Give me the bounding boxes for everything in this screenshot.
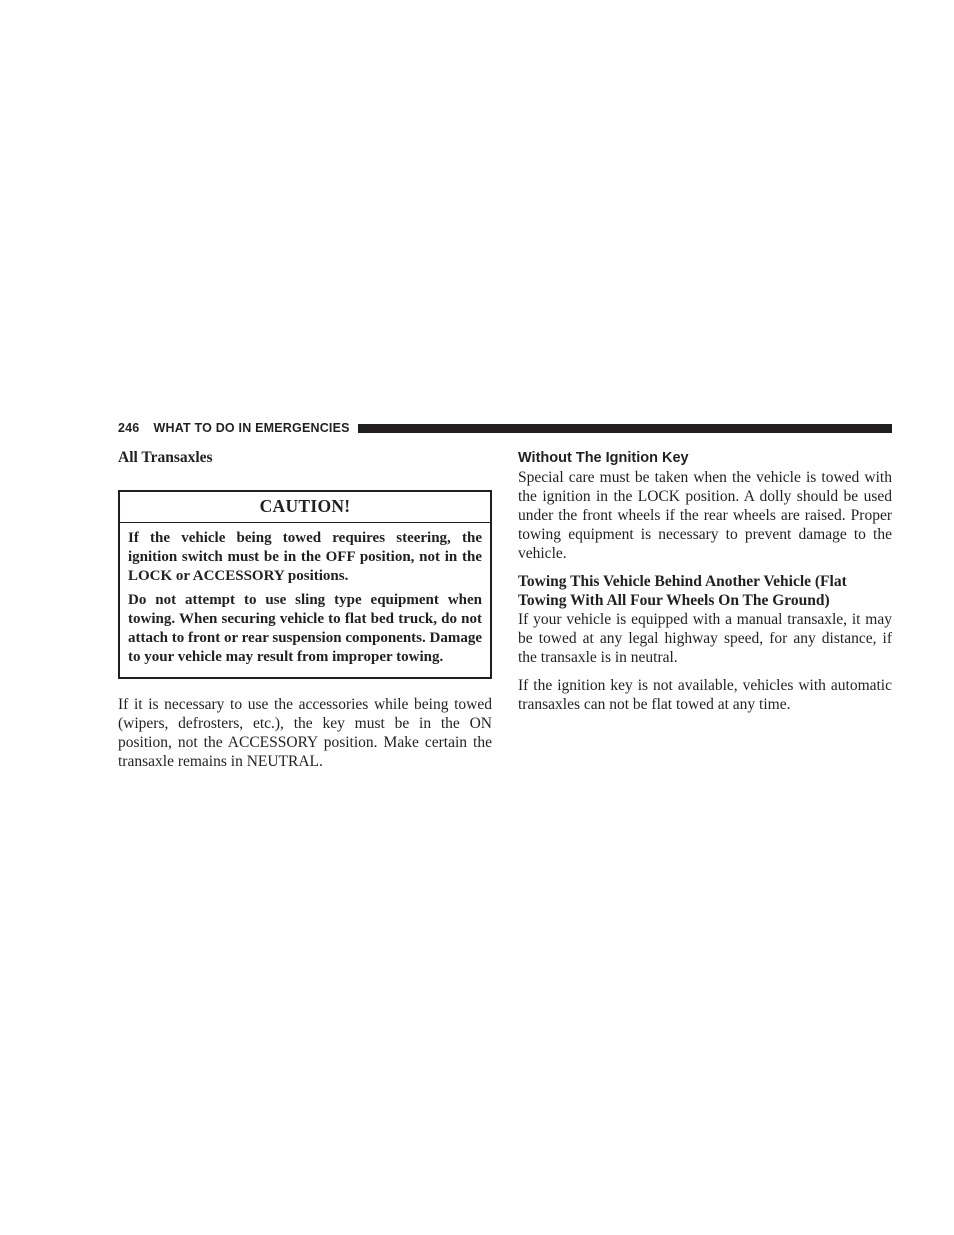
page-header bbox=[118, 419, 892, 437]
accessories-paragraph: If it is necessary to use the accessories while being towed (wipers, defrosters, etc.), the key must be in the ON position, not the ACCESSORY position. Make certain the transaxle remains in NEUTRAL. bbox=[118, 696, 492, 770]
left-column bbox=[118, 448, 492, 771]
section-title: WHAT TO DO IN EMERGENCIES bbox=[153, 421, 350, 435]
caution-paragraph-steering: If the vehicle being towed requires steering, the ignition switch must be in the OFF position, not in the LOCK or ACCESSORY positions. bbox=[128, 530, 482, 584]
header-rule bbox=[358, 424, 892, 433]
flat-towing-heading: Towing This Vehicle Behind Another Vehicle (Flat Towing With All Four Wheels On The Ground) bbox=[518, 573, 847, 609]
caution-body bbox=[120, 523, 490, 677]
without-ignition-key-heading: Without The Ignition Key bbox=[518, 450, 689, 466]
caution-paragraph-sling: Do not attempt to use sling type equipment when towing. When securing vehicle to flat bed truck, do not attach to front or rear suspension components. Damage to your vehicle may result from improper towing. bbox=[128, 592, 482, 665]
all-transaxles-heading: All Transaxles bbox=[118, 449, 213, 466]
page-number: 246 bbox=[118, 421, 140, 435]
caution-title: CAUTION! bbox=[120, 492, 490, 523]
manual-transaxle-paragraph: If your vehicle is equipped with a manual transaxle, it may be towed at any legal highway speed, for any distance, if the transaxle is in neutral. bbox=[518, 611, 892, 666]
without-ignition-key-paragraph: Special care must be taken when the vehicle is towed with the ignition in the LOCK position. A dolly should be used under the front wheels if the rear wheels are raised. Proper towing equipment is necessary to prevent damage to the vehicle. bbox=[518, 469, 892, 562]
right-column bbox=[518, 448, 892, 714]
caution-box bbox=[118, 490, 492, 679]
automatic-transaxle-paragraph: If the ignition key is not available, vehicles with automatic transaxles can not be flat towed at any time. bbox=[518, 677, 892, 713]
